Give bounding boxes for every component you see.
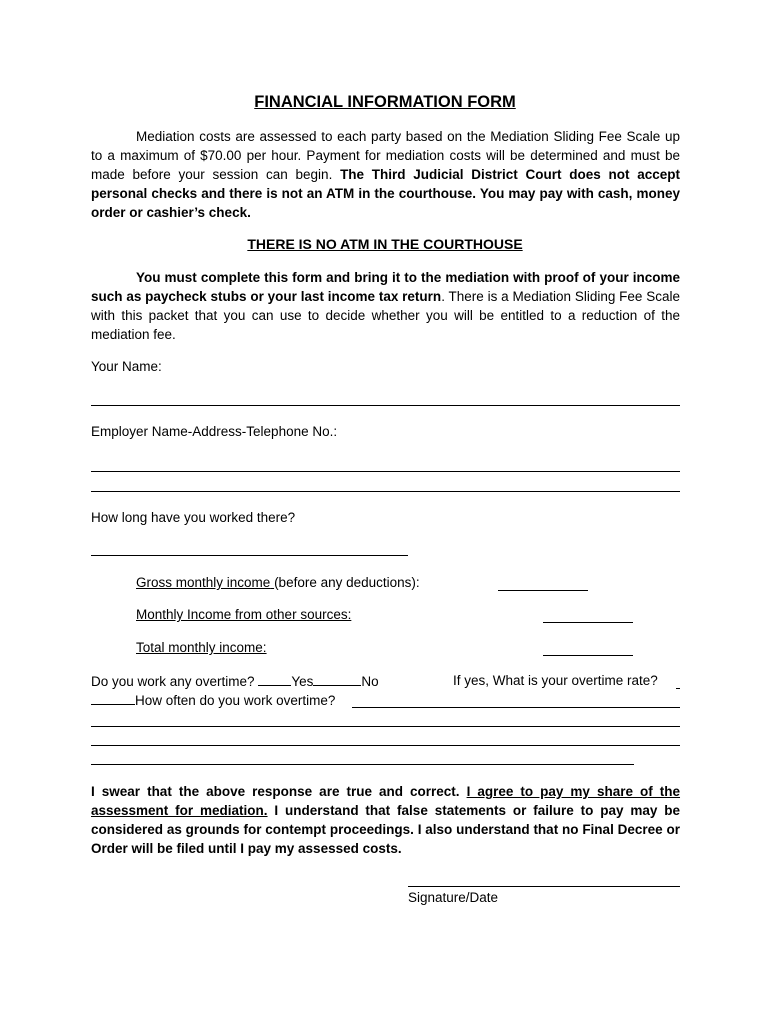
employer-label: Employer Name-Address-Telephone No.: — [91, 424, 338, 439]
your-name-label: Your Name: — [91, 359, 162, 374]
intro-paragraph — [91, 127, 680, 222]
overtime-no-blank[interactable] — [313, 673, 361, 686]
overtime-notes-line-2[interactable] — [91, 745, 680, 746]
overtime-yes-label: Yes — [291, 674, 314, 689]
employer-line-1[interactable] — [91, 471, 680, 472]
declaration-end: I understand that false statements or failure to pay may be considered as grounds for contempt proceedings. I also understand that no Final Decree or Order will be filed until I pay my assessed costs. — [91, 803, 680, 856]
overtime-question: Do you work any overtime? — [91, 674, 259, 689]
other-income-label: Monthly Income from other sources: — [136, 607, 352, 622]
how-often-row — [91, 692, 335, 708]
how-often-lead-blank[interactable] — [91, 692, 135, 705]
overtime-question-row — [91, 673, 379, 689]
overtime-notes-line-3[interactable] — [91, 764, 634, 765]
how-often-label: How often do you work overtime? — [135, 693, 336, 708]
total-income-label: Total monthly income: — [136, 640, 267, 655]
instructions-paragraph — [91, 268, 680, 344]
declaration-paragraph — [91, 782, 680, 858]
intro-text: Mediation costs are assessed to each party based on the Mediation Sliding Fee Scale up to a maximum of $70.00 per hour. Payment for mediation costs will be determined and must be made before your session can begin. — [91, 129, 680, 182]
gross-income-row — [136, 575, 420, 590]
other-income-line[interactable] — [543, 622, 633, 623]
overtime-rate-question: If yes, What is your overtime rate? — [453, 673, 658, 688]
overtime-yes-blank[interactable] — [258, 673, 291, 686]
signature-line[interactable] — [408, 886, 680, 887]
declaration-agreement: I agree to pay my share of the assessment for mediation. — [91, 784, 681, 818]
intro-bold-text: The Third Judicial District Court does not accept personal checks and there is not an ATM in the courthouse. You may pay with cash, money order or cashier’s check. — [91, 167, 681, 220]
overtime-notes-line-1[interactable] — [91, 726, 680, 727]
instructions-bold-text: You must complete this form and bring it to the mediation with proof of your income such as paycheck stubs or your last income tax return — [91, 270, 680, 304]
signature-date-label: Signature/Date — [408, 890, 499, 905]
no-atm-heading: THERE IS NO ATM IN THE COURTHOUSE — [247, 236, 523, 252]
instructions-text: . There is a Mediation Sliding Fee Scale with this packet that you can use to decide whether you will be entitled to a reduction of the mediation fee. — [91, 289, 680, 342]
how-long-label: How long have you worked there? — [91, 510, 296, 525]
how-often-line[interactable] — [352, 707, 680, 708]
declaration-start: I swear that the above response are true and correct. — [91, 784, 467, 799]
your-name-line[interactable] — [91, 405, 680, 406]
overtime-rate-line[interactable] — [676, 688, 680, 689]
total-income-line[interactable] — [543, 655, 633, 656]
employer-line-2[interactable] — [91, 491, 680, 492]
form-title: FINANCIAL INFORMATION FORM — [254, 93, 516, 111]
gross-income-note: (before any deductions): — [274, 575, 420, 590]
overtime-no-label: No — [361, 674, 379, 689]
gross-income-line[interactable] — [498, 590, 588, 591]
gross-income-label: Gross monthly income — [136, 575, 271, 590]
how-long-line[interactable] — [91, 555, 408, 556]
